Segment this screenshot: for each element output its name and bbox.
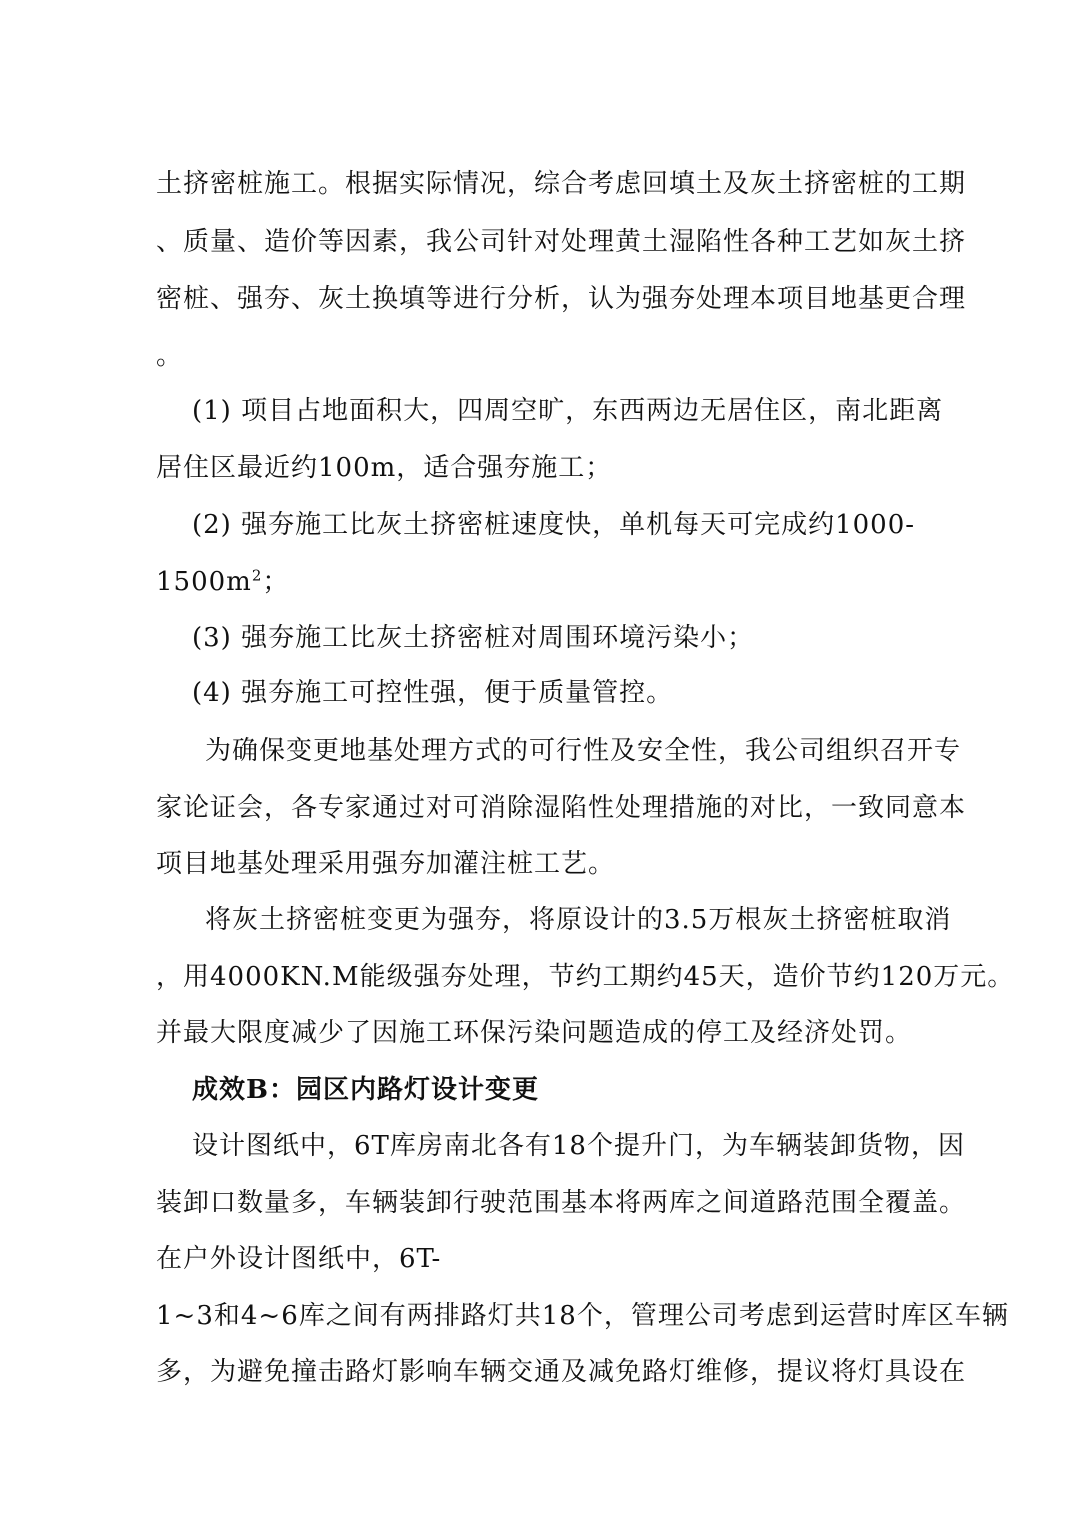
- paragraph-review-line-2: 家论证会，各专家通过对可消除湿陷性处理措施的对比，一致同意本: [156, 793, 967, 823]
- list-item-3: (3) 强夯施工比灰土挤密桩对周围环境污染小；: [192, 623, 755, 653]
- paragraph-result-line-1: 将灰土挤密桩变更为强夯，将原设计的3.5万根灰土挤密桩取消: [205, 905, 952, 935]
- list-item-2-value: 1500m: [156, 567, 252, 597]
- paragraph-result-line-2: ，用4000KN.M能级强夯处理，节约工期约45天，造价节约120万元。: [156, 962, 1015, 992]
- paragraph-lights-line-3: 在户外设计图纸中，6T-: [156, 1244, 442, 1274]
- paragraph-intro-line-1: 土挤密桩施工。根据实际情况，综合考虑回填土及灰土挤密桩的工期: [156, 169, 967, 199]
- list-item-4: (4) 强夯施工可控性强，便于质量管控。: [192, 678, 674, 708]
- list-item-1-line-1: (1) 项目占地面积大，四周空旷，东西两边无居住区，南北距离: [192, 396, 944, 426]
- paragraph-lights-line-1: 设计图纸中，6T库房南北各有18个提升门，为车辆装卸货物，因: [192, 1131, 965, 1161]
- paragraph-result-line-3: 并最大限度减少了因施工环保污染问题造成的停工及经济处罚。: [156, 1018, 913, 1048]
- paragraph-intro-line-2: 、质量、造价等因素，我公司针对处理黄土湿陷性各种工艺如灰土挤: [156, 227, 967, 257]
- paragraph-intro-line-3: 密桩、强夯、灰土换填等进行分析，认为强夯处理本项目地基更合理: [156, 284, 967, 314]
- paragraph-intro-line-4: 。: [156, 341, 184, 371]
- paragraph-review-line-3: 项目地基处理采用强夯加灌注桩工艺。: [156, 849, 616, 879]
- list-item-2-line-1: (2) 强夯施工比灰土挤密桩速度快，单机每天可完成约1000-: [192, 510, 916, 540]
- paragraph-lights-line-5: 多，为避免撞击路灯影响车辆交通及减免路灯维修，提议将灯具设在: [156, 1357, 967, 1387]
- section-heading-b: 成效B：园区内路灯设计变更: [192, 1075, 539, 1105]
- list-item-2-line-2: [156, 566, 290, 597]
- superscript-2: 2: [251, 566, 263, 585]
- list-item-1-line-2: 居住区最近约100m，适合强夯施工；: [156, 453, 613, 483]
- paragraph-lights-line-2: 装卸口数量多，车辆装卸行驶范围基本将两库之间道路范围全覆盖。: [156, 1188, 967, 1218]
- paragraph-lights-line-4: 1~3和4~6库之间有两排路灯共18个，管理公司考虑到运营时库区车辆: [156, 1301, 1009, 1331]
- list-item-2-end: ；: [262, 567, 290, 597]
- paragraph-review-line-1: 为确保变更地基处理方式的可行性及安全性，我公司组织召开专: [205, 736, 962, 766]
